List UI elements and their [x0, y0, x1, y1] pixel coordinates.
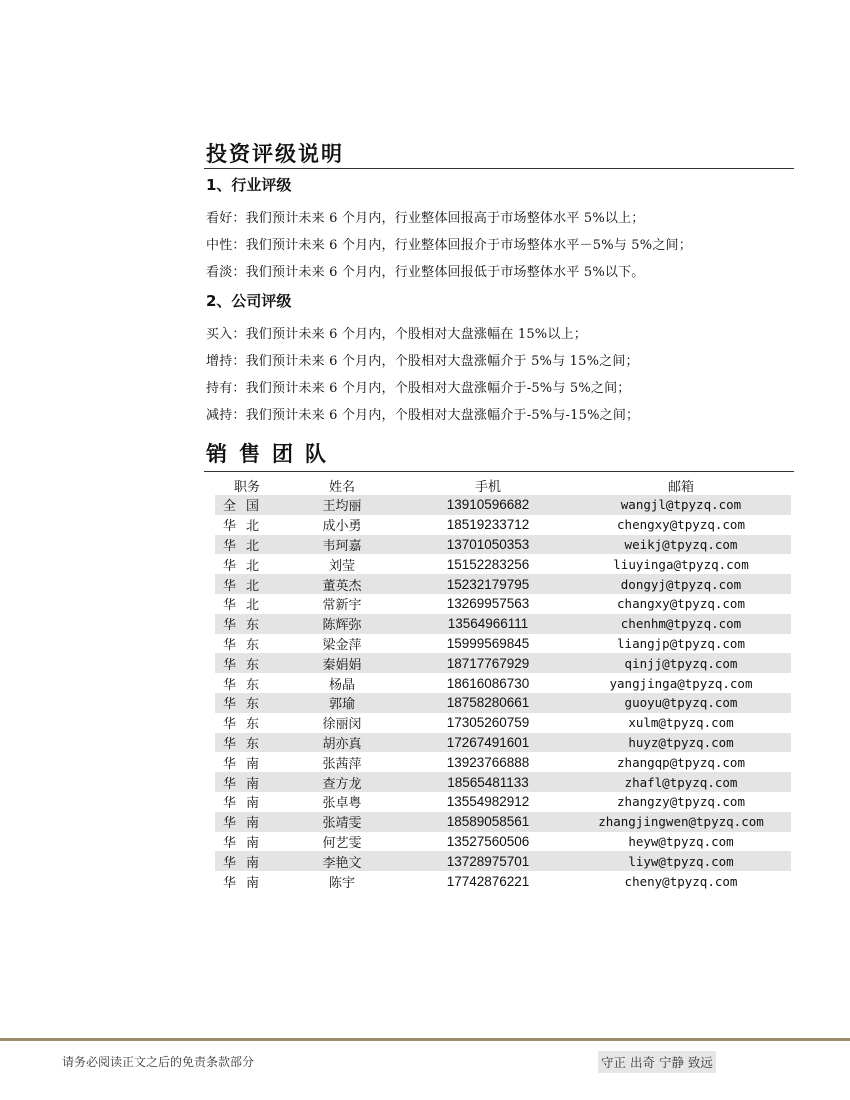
table-row	[215, 653, 791, 673]
cell-position: 华东	[223, 717, 270, 733]
cell-phone: 13701050353	[405, 535, 571, 555]
cell-email: guoyu@tpyzq.com	[571, 693, 791, 713]
cell-name: 董英杰	[279, 574, 405, 594]
cell-name: 郭瑜	[279, 693, 405, 713]
cell-phone: 15999569845	[446, 635, 530, 651]
table-row	[215, 871, 791, 891]
cell-position: 华南	[223, 796, 270, 812]
sales-team-table	[215, 476, 791, 891]
cell-name: 韦珂嘉	[279, 535, 405, 555]
table-row	[215, 614, 791, 634]
cell-position: 华南	[223, 756, 270, 772]
title-divider	[204, 168, 794, 169]
cell-name: 刘莹	[328, 558, 355, 574]
cell-position: 华东	[215, 693, 279, 713]
cell-email: cheny@tpyzq.com	[624, 873, 738, 889]
company-rating-line: 增持：我们预计未来 6 个月内，个股相对大盘涨幅介于 5%与 15%之间；	[206, 354, 639, 369]
table-row	[215, 752, 791, 772]
cell-phone: 18616086730	[446, 675, 530, 691]
cell-email: huyz@tpyzq.com	[571, 733, 791, 753]
table-row	[215, 772, 791, 792]
cell-position: 华北	[223, 519, 270, 535]
cell-name: 杨晶	[328, 677, 355, 693]
cell-phone: 13564966111	[405, 614, 571, 634]
cell-position: 华南	[215, 812, 279, 832]
cell-email: heyw@tpyzq.com	[628, 833, 734, 849]
cell-position: 华北	[223, 598, 270, 614]
cell-phone: 18589058561	[405, 812, 571, 832]
cell-phone: 15232179795	[405, 574, 571, 594]
table-row	[215, 574, 791, 594]
table-row	[215, 851, 791, 871]
cell-name: 李艳文	[279, 851, 405, 871]
company-rating-line: 减持：我们预计未来 6 个月内，个股相对大盘涨幅介于-5%与-15%之间；	[206, 408, 640, 423]
cell-name: 常新宇	[322, 598, 362, 614]
cell-email: chenhm@tpyzq.com	[571, 614, 791, 634]
cell-name: 成小勇	[322, 519, 362, 535]
cell-name: 王均丽	[279, 495, 405, 515]
cell-name: 查方龙	[279, 772, 405, 792]
cell-name: 张卓粤	[322, 796, 362, 812]
cell-email: xulm@tpyzq.com	[628, 715, 734, 731]
cell-phone: 17742876221	[446, 873, 530, 889]
cell-email: dongyj@tpyzq.com	[571, 574, 791, 594]
cell-position: 全国	[215, 495, 279, 515]
company-rating-heading: 2、公司评级	[206, 292, 292, 310]
sales-divider	[204, 471, 794, 472]
cell-email: zhangjingwen@tpyzq.com	[571, 812, 791, 832]
cell-email: zhangqp@tpyzq.com	[617, 754, 745, 770]
table-row	[215, 673, 791, 693]
cell-name: 陈辉弥	[279, 614, 405, 634]
cell-email: yangjinga@tpyzq.com	[609, 675, 753, 691]
sales-table-body	[215, 495, 791, 891]
cell-position: 华东	[215, 653, 279, 673]
table-row	[215, 535, 791, 555]
cell-phone: 13554982912	[446, 794, 530, 810]
cell-phone: 18519233712	[446, 517, 530, 533]
table-row	[215, 792, 791, 812]
cell-name: 胡亦真	[279, 733, 405, 753]
table-row	[215, 515, 791, 535]
cell-position: 华南	[215, 851, 279, 871]
cell-name: 张茜萍	[322, 756, 362, 772]
cell-name: 何艺雯	[322, 835, 362, 851]
table-row	[215, 713, 791, 733]
table-row	[215, 693, 791, 713]
table-row	[215, 554, 791, 574]
industry-rating-line: 看好：我们预计未来 6 个月内，行业整体回报高于市场整体水平 5%以上；	[206, 211, 645, 226]
company-rating-line: 买入：我们预计未来 6 个月内，个股相对大盘涨幅在 15%以上；	[206, 327, 587, 342]
cell-position: 华南	[223, 875, 270, 891]
table-header-row	[215, 476, 791, 495]
cell-phone: 13527560506	[446, 833, 530, 849]
industry-rating-line: 看淡：我们预计未来 6 个月内，行业整体回报低于市场整体水平 5%以下。	[206, 265, 645, 280]
industry-rating-line: 中性：我们预计未来 6 个月内，行业整体回报介于市场整体水平－5%与 5%之间；	[206, 238, 692, 253]
footer-divider	[0, 1038, 850, 1041]
company-motto: 守正 出奇 宁静 致远	[598, 1051, 716, 1073]
cell-position: 华北	[215, 574, 279, 594]
table-row	[215, 832, 791, 852]
cell-email: zhangzy@tpyzq.com	[617, 794, 745, 810]
cell-email: chengxy@tpyzq.com	[617, 517, 745, 533]
cell-name: 张靖雯	[279, 812, 405, 832]
disclaimer-note: 请务必阅读正文之后的免责条款部分	[62, 1055, 255, 1069]
cell-phone: 18717767929	[405, 653, 571, 673]
cell-name: 梁金萍	[322, 637, 362, 653]
cell-phone: 18565481133	[405, 772, 571, 792]
cell-email: liangjp@tpyzq.com	[617, 635, 745, 651]
cell-email: qinjj@tpyzq.com	[571, 653, 791, 673]
cell-position: 华东	[223, 637, 270, 653]
column-header-position: 职务	[233, 480, 260, 495]
cell-phone: 17305260759	[446, 715, 530, 731]
cell-email: zhafl@tpyzq.com	[571, 772, 791, 792]
table-row	[215, 594, 791, 614]
column-header-phone: 手机	[474, 480, 501, 495]
cell-phone: 13923766888	[446, 754, 530, 770]
table-row	[215, 634, 791, 654]
cell-position: 华东	[215, 614, 279, 634]
cell-name: 秦娟娟	[279, 653, 405, 673]
cell-name: 陈宇	[328, 875, 355, 891]
cell-phone: 15152283256	[446, 556, 530, 572]
cell-position: 华东	[223, 677, 270, 693]
cell-position: 华南	[215, 772, 279, 792]
cell-phone: 13269957563	[446, 596, 530, 612]
cell-email: changxy@tpyzq.com	[617, 596, 745, 612]
cell-email: wangjl@tpyzq.com	[571, 495, 791, 515]
cell-email: liuyinga@tpyzq.com	[613, 556, 749, 572]
company-rating-line: 持有：我们预计未来 6 个月内，个股相对大盘涨幅介于-5%与 5%之间；	[206, 381, 631, 396]
cell-phone: 18758280661	[405, 693, 571, 713]
industry-rating-heading: 1、行业评级	[206, 176, 292, 194]
table-row	[215, 733, 791, 753]
cell-email: liyw@tpyzq.com	[571, 851, 791, 871]
cell-email: weikj@tpyzq.com	[571, 535, 791, 555]
sales-team-heading: 销售团队	[206, 442, 338, 466]
cell-phone: 17267491601	[405, 733, 571, 753]
cell-position: 华南	[223, 835, 270, 851]
cell-phone: 13910596682	[405, 495, 571, 515]
cell-phone: 13728975701	[405, 851, 571, 871]
cell-position: 华东	[215, 733, 279, 753]
cell-position: 华北	[223, 558, 270, 574]
cell-name: 徐丽闵	[322, 717, 362, 733]
page-title: 投资评级说明	[206, 142, 344, 166]
table-row	[215, 495, 791, 515]
column-header-name: 姓名	[328, 480, 355, 495]
cell-position: 华北	[215, 535, 279, 555]
column-header-email: 邮箱	[667, 480, 694, 495]
table-row	[215, 812, 791, 832]
